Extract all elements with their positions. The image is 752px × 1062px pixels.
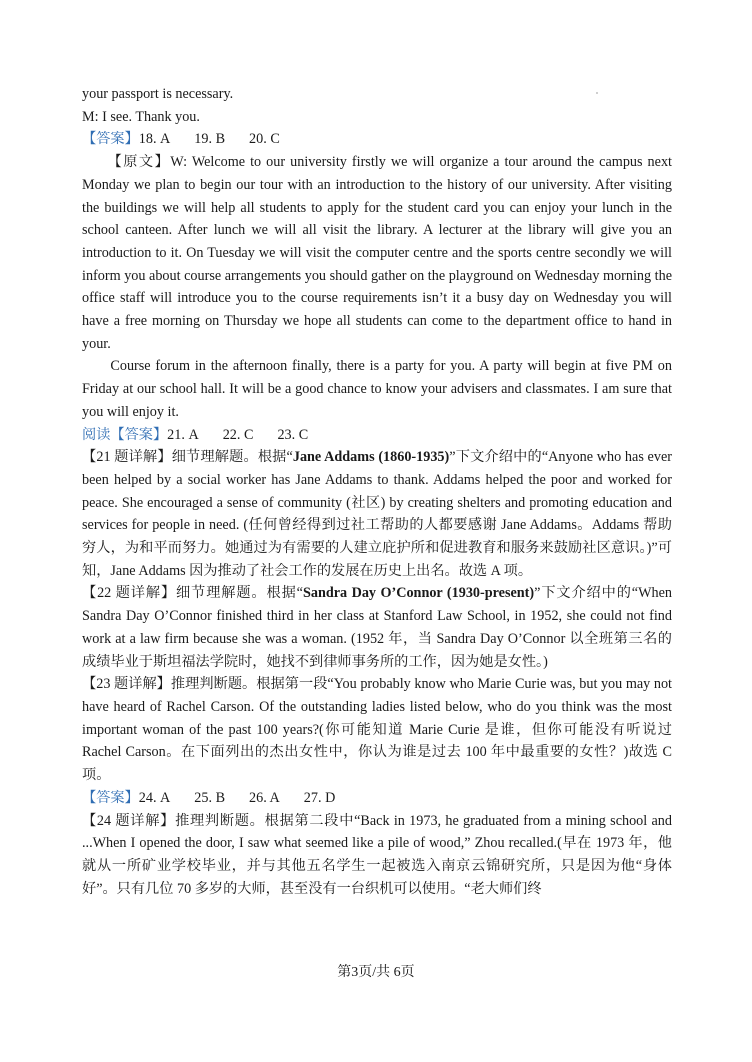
answer-item: 20. C bbox=[249, 131, 280, 148]
reference-title: Sandra Day O’Connor (1930-present) bbox=[302, 585, 535, 602]
text-line: your passport is necessary. bbox=[82, 86, 234, 102]
explanation-text: 细节理解题。根据“ bbox=[171, 449, 293, 466]
explanation-tag: 【21 题详解】 bbox=[82, 449, 172, 466]
answer-item: 27. D bbox=[303, 789, 336, 806]
transcript-text: W: Welcome to our university firstly we will organize a tour around the campus next Monday we plan to begin our tour with an introduction to the history of our university. After visiting the buildings we will help all students to apply for the student card you can enjoy your lunch in the school canteen. After lunch we will all visit the library. A lecturer at the library will give you an introduction to it. On Tuesday we will visit the computer centre and the sports centre secondly we will inform you about course arrangements you should gather on the playground on Wednesday morning the office staff will introduce you to the course requirements isn’t it a busy day on Wednesday you will have a free morning on Thursday we hope all students can come to the department office to hand in your. bbox=[82, 154, 672, 352]
answer-tag: 【答案】 bbox=[110, 426, 168, 443]
explanation-text: 细节理解题。根据“ bbox=[176, 585, 303, 602]
document-page bbox=[82, 83, 672, 900]
answer-tag: 【答案】 bbox=[82, 789, 139, 806]
answer-item: 23. C bbox=[277, 426, 309, 443]
text-line: M: I see. Thank you. bbox=[82, 108, 200, 125]
answer-item: 25. B bbox=[194, 789, 226, 806]
transcript-paragraph: Course forum in the afternoon finally, there is a party for you. A party will begin at five PM on Friday at our school hall. It will be a good chance to know your advisers and classmates. I am sure that you will enjoy it. bbox=[82, 358, 672, 420]
answer-item: 21. A bbox=[167, 426, 199, 443]
explanation-text: ”下文介绍中的“When Sandra Day O’Connor finished third in her class at Stanford Law School, in 1952, she could not find work at a law firm because she was a woman. (1952 年，当 Sandra Day O’Connor 以全班第三名的成绩毕业于斯坦福法学院时，她找不到律师事务所的工作，因为她是女性。) bbox=[82, 585, 672, 670]
answer-item: 26. A bbox=[249, 789, 280, 806]
answer-item: 22. C bbox=[222, 426, 254, 443]
answer-line bbox=[82, 128, 672, 151]
explanation-paragraph bbox=[82, 582, 672, 673]
transcript-paragraph bbox=[82, 151, 672, 355]
answer-line bbox=[82, 787, 672, 810]
answer-item: 24. A bbox=[138, 789, 171, 806]
explanation-paragraph bbox=[82, 446, 672, 582]
answer-item: 19. B bbox=[194, 131, 226, 148]
reference-title: Jane Addams (1860-1935) bbox=[292, 449, 450, 466]
explanation-text: 推理判断题。根据第一段“You probably know who Marie Curie was, but you may not have heard of Rachel Carson. Of the outstanding ladies listed below, who do you think was the most important woman of the past 100 years?(你可能知道 Marie Curie 是谁，但你可能没有听说过 Rachel Carson。在下面列出的杰出女性中，你认为谁是过去 100 年中最重要的女性？)故选 C 项。 bbox=[82, 676, 672, 784]
explanation-paragraph bbox=[82, 810, 672, 901]
answer-tag: 【答案】 bbox=[82, 131, 139, 148]
explanation-tag: 【23 题详解】 bbox=[82, 676, 171, 693]
answer-item: 18. A bbox=[138, 131, 171, 148]
section-label: 阅读 bbox=[82, 426, 111, 443]
transcript-tag: 【原文】 bbox=[107, 154, 171, 171]
explanation-tag: 【22 题详解】 bbox=[82, 585, 177, 602]
explanation-text: ”下文介绍中的“Anyone who has ever been helped by a social worker has Jane Addams to thank. Addams helped the poor and worked for peace. She encouraged a sense of community (社区) by creating shelters and promoting education and services for people in need. (任何曾经得到过社工帮助的人都要感谢 Jane Addams。Addams 帮助穷人，为和平而努力。她通过为有需要的人建立庇护所和促进教育和服务来鼓励社区意识。)”可知，Jane Addams 因为推动了社会工作的发展在历史上出名。故选 A 项。 bbox=[82, 449, 672, 579]
explanation-paragraph bbox=[82, 673, 672, 787]
answer-line bbox=[82, 424, 672, 447]
explanation-text: 推理判断题。根据第二段中“Back in 1973, he graduated from a mining school and ...When I opened the door, I saw what seemed like a pile of wood,” Zhou recalled.(早在 1973 年，他就从一所矿业学校毕业，并与其他五名学生一起被选入南京云锦研究所，只是因为他“身体好”。只有几位 70 多岁的大师，甚至没有一台织机可以使用。“老大师们终 bbox=[82, 812, 672, 897]
page-number: 第3页/共 6页 bbox=[337, 965, 415, 980]
explanation-tag: 【24 题详解】 bbox=[82, 812, 176, 829]
